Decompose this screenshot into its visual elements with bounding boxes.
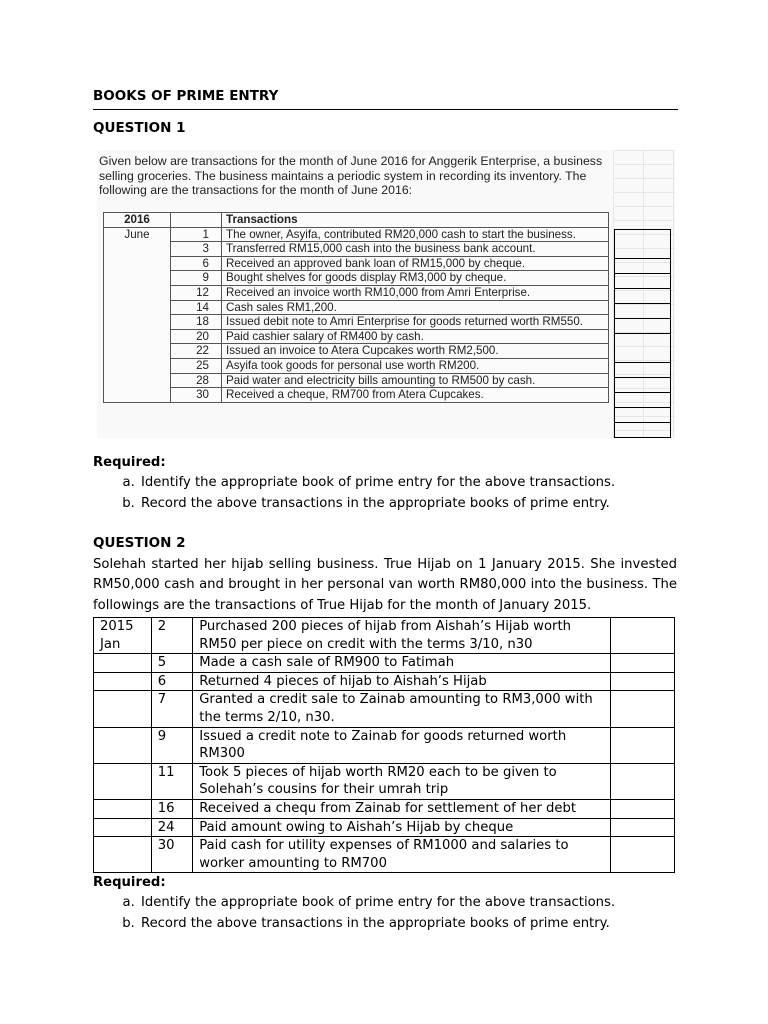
q1-required-label: Required:	[93, 455, 166, 470]
answer-box	[614, 422, 671, 438]
q1-transaction-cell: Bought shelves for goods display RM3,000 by cheque.	[222, 271, 609, 286]
answer-box	[614, 288, 671, 303]
q1-month-cell	[104, 300, 171, 315]
q1-day-cell: 6	[171, 256, 222, 271]
q1-intro: Given below are transactions for the month of June 2016 for Anggerik Enterprise, a business selling groceries. The business maintains a periodic system in recording its inventory. The following are the transactions for the month of June 2016:	[99, 154, 603, 197]
q1-table-row	[104, 256, 609, 271]
answer-box	[614, 303, 671, 318]
q1-table-row	[104, 242, 609, 257]
q1-year-header: 2016	[104, 213, 171, 228]
q2-date-cell	[94, 763, 152, 799]
q2-table-row	[94, 727, 675, 763]
q1-day-cell: 20	[171, 329, 222, 344]
q2-date-cell	[94, 818, 152, 837]
q2-table-row	[94, 763, 675, 799]
q1-transaction-cell: Received an approved bank loan of RM15,000 by cheque.	[222, 256, 609, 271]
q1-required-list	[93, 472, 615, 514]
answer-box	[614, 273, 671, 288]
answer-box	[614, 258, 671, 273]
q1-transaction-cell: Received an invoice worth RM10,000 from Amri Enterprise.	[222, 285, 609, 300]
q2-answer-cell	[611, 672, 675, 691]
q1-transaction-cell: Issued debit note to Amri Enterprise for goods returned worth RM550.	[222, 315, 609, 330]
q2-table-row	[94, 654, 675, 673]
q1-month-cell: June	[104, 227, 171, 242]
q2-date-cell	[94, 799, 152, 818]
q2-transactions-table	[93, 617, 675, 873]
q2-day-cell: 5	[151, 654, 193, 673]
q1-transaction-cell: The owner, Asyifa, contributed RM20,000 cash to start the business.	[222, 227, 609, 242]
q2-day-cell: 7	[151, 691, 193, 727]
q2-transaction-cell: Paid cash for utility expenses of RM1000 and salaries to worker amounting to RM700	[193, 837, 611, 873]
answer-box	[614, 392, 671, 407]
answer-box	[614, 318, 671, 333]
q1-table-row	[104, 300, 609, 315]
q2-transaction-cell: Paid amount owing to Aishah’s Hijab by cheque	[193, 818, 611, 837]
q1-month-cell	[104, 256, 171, 271]
q1-transaction-cell: Paid cashier salary of RM400 by cash.	[222, 329, 609, 344]
q2-answer-cell	[611, 799, 675, 818]
q2-table-row	[94, 672, 675, 691]
q1-day-cell: 9	[171, 271, 222, 286]
q1-transactions-header: Transactions	[222, 213, 609, 228]
q2-answer-cell	[611, 727, 675, 763]
q1-transaction-cell: Received a cheque, RM700 from Atera Cupcakes.	[222, 388, 609, 403]
answer-box	[614, 229, 671, 258]
answer-box	[614, 407, 671, 422]
q2-required-b: b. Record the above transactions in the appropriate books of prime entry.	[139, 913, 615, 934]
q1-transaction-cell: Paid water and electricity bills amounting to RM500 by cash.	[222, 373, 609, 388]
q2-day-cell: 11	[151, 763, 193, 799]
q1-day-cell: 18	[171, 315, 222, 330]
q2-table-row	[94, 818, 675, 837]
q2-required-list	[93, 892, 615, 934]
q2-day-cell: 6	[151, 672, 193, 691]
q2-intro: Solehah started her hijab selling business. True Hijab on 1 January 2015. She invested RM50,000 cash and brought in her personal van worth RM80,000 into the business. The followings are the transactions of True Hijab for the month of January 2015.	[93, 557, 677, 613]
q1-scanned-image	[97, 150, 675, 438]
q2-date-cell	[94, 618, 152, 654]
q1-table-row	[104, 227, 609, 242]
q1-transaction-cell: Asyifa took goods for personal use worth RM200.	[222, 358, 609, 373]
q2-transaction-cell: Took 5 pieces of hijab worth RM20 each to be given to Solehah’s cousins for their umrah trip	[193, 763, 611, 799]
q1-month-cell	[104, 242, 171, 257]
q2-date-cell	[94, 672, 152, 691]
q1-transaction-cell: Cash sales RM1,200.	[222, 300, 609, 315]
q2-transaction-cell: Made a cash sale of RM900 to Fatimah	[193, 654, 611, 673]
q1-transactions-table	[103, 212, 609, 403]
q2-transaction-cell: Purchased 200 pieces of hijab from Aishah’s Hijab worth RM50 per piece on credit with the terms 3/10, n30	[193, 618, 611, 654]
q2-day-cell: 24	[151, 818, 193, 837]
q1-day-cell: 12	[171, 285, 222, 300]
q1-day-cell: 22	[171, 344, 222, 359]
q1-month-cell	[104, 373, 171, 388]
q2-transaction-cell: Returned 4 pieces of hijab to Aishah’s Hijab	[193, 672, 611, 691]
q1-answer-boxes	[614, 229, 671, 438]
q1-day-cell: 25	[171, 358, 222, 373]
q2-date-cell	[94, 837, 152, 873]
q2-day-cell: 2	[151, 618, 193, 654]
q2-answer-cell	[611, 837, 675, 873]
q2-transaction-cell: Granted a credit sale to Zainab amounting to RM3,000 with the terms 2/10, n30.	[193, 691, 611, 727]
q1-table-row	[104, 344, 609, 359]
q1-table-row	[104, 285, 609, 300]
q2-required-label: Required:	[93, 875, 166, 890]
q1-month-cell	[104, 358, 171, 373]
q1-day-header	[171, 213, 222, 228]
q2-answer-cell	[611, 654, 675, 673]
q2-answer-cell	[611, 818, 675, 837]
q2-day-cell: 16	[151, 799, 193, 818]
answer-box	[614, 377, 671, 392]
q2-transaction-cell: Issued a credit note to Zainab for goods returned worth RM300	[193, 727, 611, 763]
q2-month: Jan	[100, 636, 121, 652]
q2-table-row	[94, 837, 675, 873]
q2-answer-cell	[611, 618, 675, 654]
q1-day-cell: 14	[171, 300, 222, 315]
document-title: BOOKS OF PRIME ENTRY	[93, 88, 279, 104]
q2-answer-cell	[611, 763, 675, 799]
title-divider	[93, 109, 678, 110]
q1-table-row	[104, 315, 609, 330]
q1-day-cell: 28	[171, 373, 222, 388]
q2-date-cell	[94, 654, 152, 673]
q1-required-b: b. Record the above transactions in the appropriate books of prime entry.	[139, 493, 615, 514]
q2-day-cell: 9	[151, 727, 193, 763]
q2-transaction-cell: Received a chequ from Zainab for settlement of her debt	[193, 799, 611, 818]
q2-date-cell	[94, 691, 152, 727]
q1-month-cell	[104, 388, 171, 403]
q1-month-cell	[104, 271, 171, 286]
q1-month-cell	[104, 344, 171, 359]
q2-date-cell	[94, 727, 152, 763]
q1-table-row	[104, 388, 609, 403]
q1-transaction-cell: Issued an invoice to Atera Cupcakes worth RM2,500.	[222, 344, 609, 359]
q2-day-cell: 30	[151, 837, 193, 873]
q1-day-cell: 1	[171, 227, 222, 242]
q2-table-row	[94, 691, 675, 727]
question-1-heading: QUESTION 1	[93, 120, 186, 136]
q1-transaction-cell: Transferred RM15,000 cash into the business bank account.	[222, 242, 609, 257]
q1-table-row	[104, 373, 609, 388]
q1-table-row	[104, 271, 609, 286]
q1-month-cell	[104, 315, 171, 330]
q1-month-cell	[104, 329, 171, 344]
q2-table-row	[94, 799, 675, 818]
q1-day-cell: 3	[171, 242, 222, 257]
q1-table-row	[104, 358, 609, 373]
answer-box	[614, 333, 671, 362]
question-2-heading: QUESTION 2	[93, 535, 186, 551]
q2-year: 2015	[100, 619, 134, 634]
q1-month-cell	[104, 285, 171, 300]
q2-table-row	[94, 618, 675, 654]
q2-required-a: a. Identify the appropriate book of prime entry for the above transactions.	[139, 892, 615, 913]
q1-required-a: a. Identify the appropriate book of prime entry for the above transactions.	[139, 472, 615, 493]
answer-box	[614, 362, 671, 377]
q1-table-row	[104, 329, 609, 344]
q1-day-cell: 30	[171, 388, 222, 403]
q2-answer-cell	[611, 691, 675, 727]
